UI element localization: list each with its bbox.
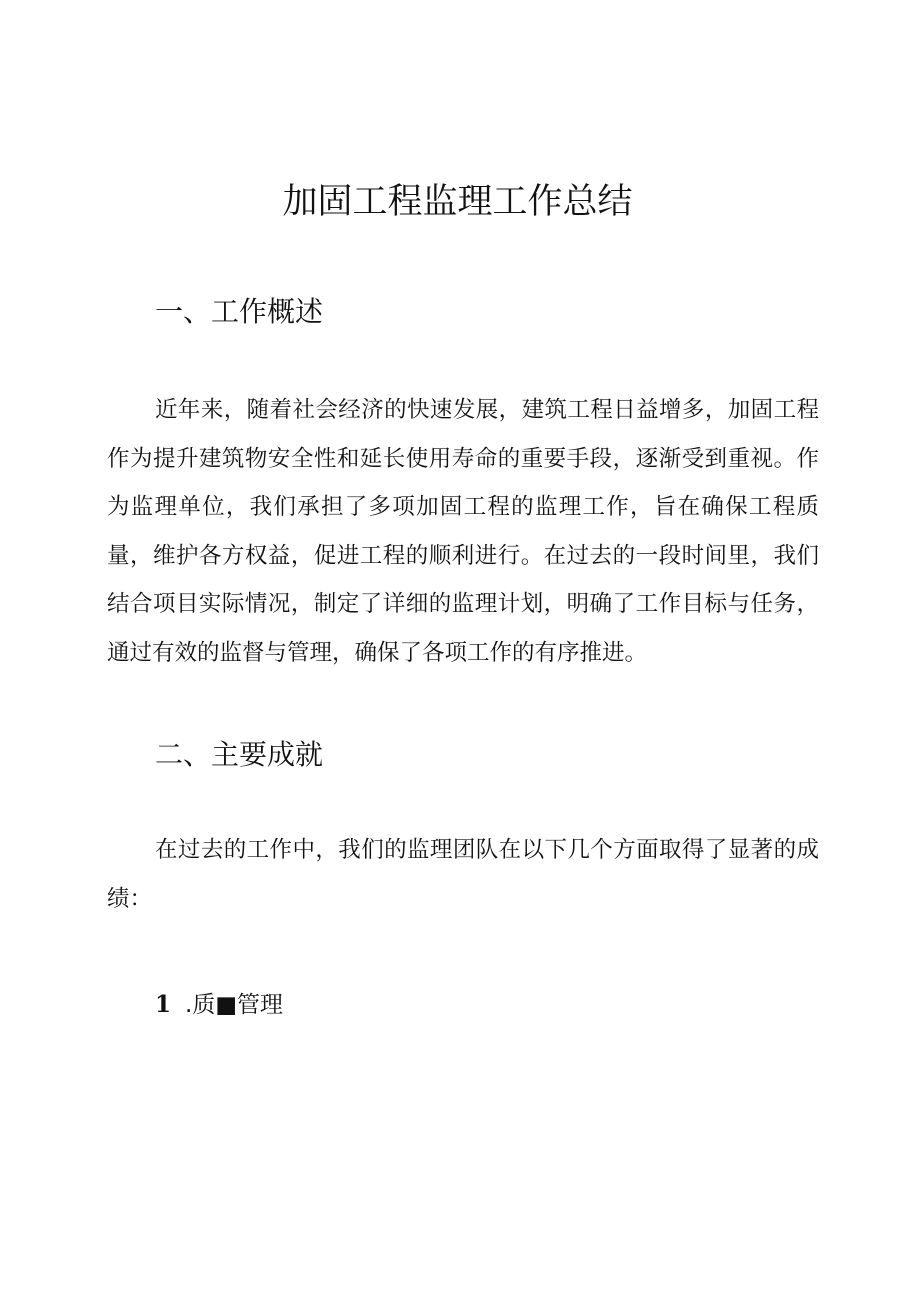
document-title: 加固工程监理工作总结	[282, 182, 633, 222]
subsection-number: 1	[155, 991, 172, 1018]
subsection-heading	[155, 987, 283, 1023]
paragraph-achievements: 在过去的工作中，我们的监理团队在以下几个方面取得了显著的成绩：	[107, 837, 819, 912]
section-heading-overview: 一、工作概述	[155, 295, 324, 328]
subsection-title: .质■管理	[185, 992, 284, 1018]
section-heading-achievements: 二、主要成就	[155, 738, 324, 771]
paragraph-overview: 近年来，随着社会经济的快速发展，建筑工程日益增多，加固工程作为提升建筑物安全性和延长使用寿命的重要手段，逐渐受到重视。作为监理单位，我们承担了多项加固工程的监理工作，旨在确保工程质量，维护各方权益，促进工程的顺利进行。在过去的一段时间里，我们结合项目实际情况，制定了详细的监理计划，明确了工作目标与任务，通过有效的监督与管理，确保了各项工作的有序推进。	[107, 397, 819, 666]
